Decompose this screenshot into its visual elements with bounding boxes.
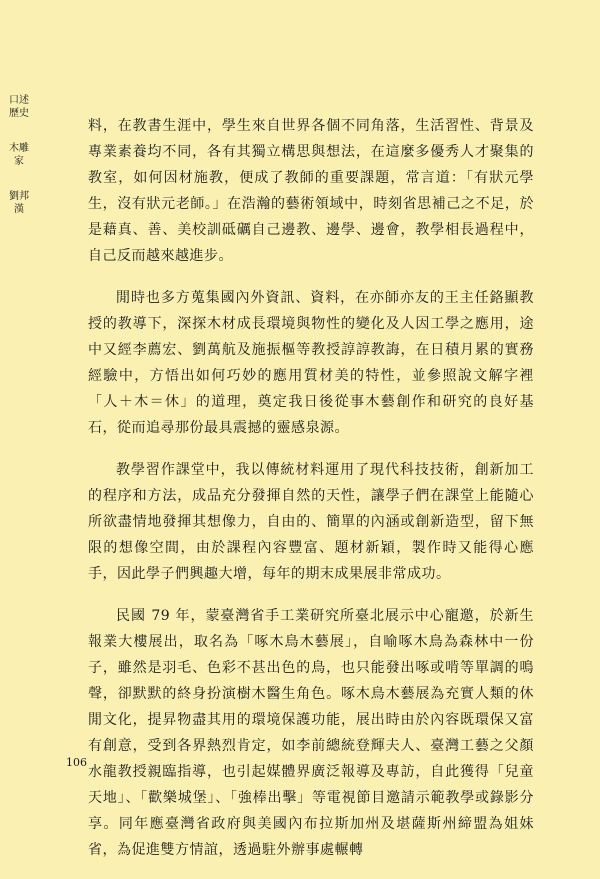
side-label-section <box>6 142 32 168</box>
paragraph: 閒時也多方蒐集國內外資訊、資料，在亦師亦友的王主任鉻顯教授的教導下，深探木材成長環境與物性的變化及人因工學之應用，途中又經李薦宏、劉萬航及施振樞等教授諄諄教誨，在日積月累的實務經驗中，方悟出如何巧妙的應用質材美的特性，並參照說文解字裡「人＋木＝休」的道理，奠定我日後從事木藝創作和研究的良好基石，從而追尋那份最具震撼的靈感泉源。 <box>88 290 534 436</box>
running-header-vertical <box>6 94 32 238</box>
side-label-section <box>6 190 32 216</box>
side-label-profession: 木雕家 <box>9 143 29 167</box>
page-number: 106 <box>66 756 87 769</box>
side-label-oral-history: 口述歷史 <box>9 95 29 119</box>
side-label-name: 劉邦漢 <box>9 191 29 215</box>
paragraph: 民國 79 年，蒙臺灣省手工業研究所臺北展示中心寵邀，於新生報業大樓展出，取名為「啄木鳥木藝展」，自喻啄木鳥為森林中一份子，雖然是羽毛、色彩不甚出色的鳥，也只能發出啄或啃等單調的鳴聲，卻默默的終身扮演樹木醫生角色。啄木鳥木藝展為充實人類的休閒文化，提昇物盡其用的環境保護功能，展出時由於內容既環保又富有創意，受到各界熱烈肯定，如李前總統登輝夫人、臺灣工藝之父顏水龍教授親臨指導，也引起媒體界廣泛報導及專訪，自此獲得「兒童天地」、「歡樂城堡」、「強棒出擊」等電視節目邀請示範教學或錄影分享。同年應臺灣省政府與美國內布拉斯加州及堪薩斯州締盟為姐妹省，為促進雙方情誼，透過駐外辦事處輾轉 <box>88 608 534 858</box>
paragraph: 教學習作課堂中，我以傳統材料運用了現代科技技術，創新加工的程序和方法，成品充分發揮自然的天性，讓學子們在課堂上能隨心所欲盡情地發揮其想像力，自由的、簡單的內涵或創新造型，留下無限的想像空間，由於課程內容豐富、題材新穎，製作時又能得心應手，因此學子們興趣大增，每年的期末成果展非常成功。 <box>88 462 534 582</box>
paragraph-continuation: 料，在教書生涯中，學生來自世界各個不同角落，生活習性、背景及專業素養均不同，各有其獨立構思與想法，在這麼多優秀人才聚集的教室，如何因材施教，便成了教師的重要課題，常言道：「有狀元學生，沒有狀元老師。」在浩瀚的藝術領域中，時刻省思補己之不足，於是藉真、善、美校訓砥礪自己邊教、邊學、邊會，教學相長過程中，自己反而越來越進步。 <box>88 118 534 264</box>
body-text <box>88 113 534 879</box>
side-label-section <box>6 94 32 120</box>
